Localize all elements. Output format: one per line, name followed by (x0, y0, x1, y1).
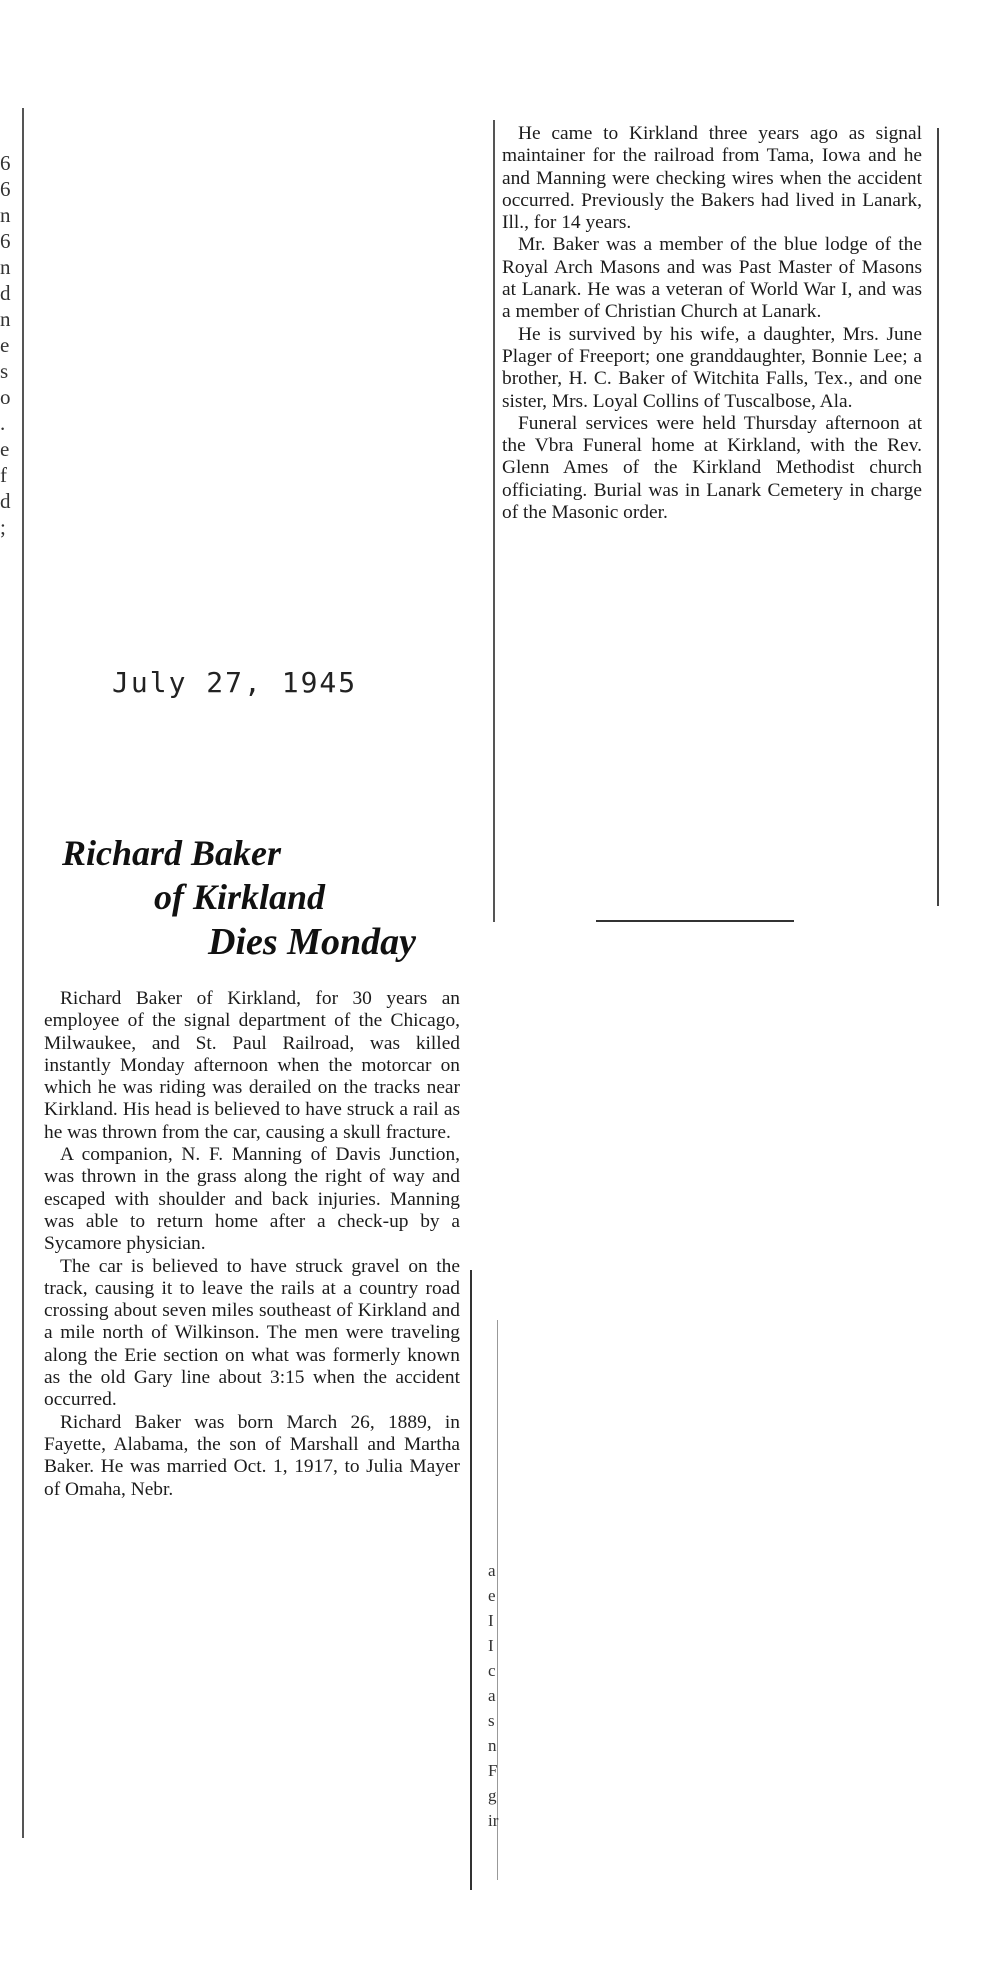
article-headline (62, 832, 472, 964)
paragraph-career: He came to Kirkland three years ago as signal maintainer for the railroad from Tama, Iowa and he and Manning were checking wires when the accident occurred. Previously the Bakers had lived in Lanark, Ill., for 14 years. (502, 123, 922, 234)
right-edge-fragment: a (488, 1561, 496, 1580)
left-edge-fragment: ; (0, 515, 6, 539)
right-edge-fragment: s (488, 1711, 495, 1730)
left-edge-column-fragments (0, 150, 14, 540)
paragraph-survivors: He is survived by his wife, a daughter, Mrs. June Plager of Freeport; one granddaughter, Bonnie Lee; a brother, H. C. Baker of Witchita Falls, Tex., and one sister, Mrs. Loyal Collins of Tuscalbose, Ala. (502, 323, 922, 412)
right-edge-fragment: ir (488, 1811, 499, 1830)
paragraph-memberships: Mr. Baker was a member of the blue lodge of the Royal Arch Masons and was Past Master of Masons at Lanark. He was a veteran of World War I, and was a member of Christian Church at Lanark. (502, 234, 922, 323)
right-column-right-rule (937, 128, 939, 906)
left-margin-rule (22, 108, 24, 1838)
headline-line-1: Richard Baker (62, 833, 282, 873)
right-edge-fragment: I (488, 1611, 494, 1630)
right-edge-fragment: n (488, 1736, 497, 1755)
right-edge-fragment: F (488, 1761, 498, 1780)
right-edge-fragment: g (488, 1786, 497, 1805)
left-edge-fragment: d (0, 489, 11, 513)
left-edge-fragment: . (0, 411, 6, 435)
right-edge-fragment: e (488, 1586, 496, 1605)
article-column-left (44, 988, 460, 1501)
left-edge-fragment: n (0, 203, 11, 227)
paragraph-funeral: Funeral services were held Thursday afternoon at the Vbra Funeral home at Kirkland, with the Rev. Glenn Ames of the Kirkland Methodist church officiating. Burial was in Lanark Cemetery in charge of the Masonic order. (502, 412, 922, 524)
paragraph-companion: A companion, N. F. Manning of Davis Junction, was thrown in the grass along the right of way and escaped with shoulder and back injuries. Manning was able to return home after a check-up by a Sycamore physician. (44, 1144, 460, 1255)
paragraph-accident: Richard Baker of Kirkland, for 30 years an employee of the signal department of the Chicago, Milwaukee, and St. Paul Railroad, was killed instantly Monday afternoon when the motorcar on which he was riding was derailed on the tracks near Kirkland. His head is believed to have struck a rail as he was thrown from the car, causing a skull fracture. (44, 988, 460, 1143)
paragraph-biography: Richard Baker was born March 26, 1889, in Fayette, Alabama, the son of Marshall and Martha Baker. He was married Oct. 1, 1917, to Julia Mayer of Omaha, Nebr. (44, 1411, 460, 1500)
column-divider-rule (470, 1270, 472, 1890)
left-edge-fragment: n (0, 255, 11, 279)
left-edge-fragment: e (0, 437, 10, 461)
date-stamp: July 27, 1945 (112, 666, 358, 699)
left-edge-fragment: d (0, 281, 11, 305)
left-edge-fragment: o (0, 385, 11, 409)
left-edge-fragment: e (0, 333, 10, 357)
right-edge-fragment: a (488, 1686, 496, 1705)
headline-line-3: Dies Monday (208, 921, 416, 963)
adjacent-column-fragments (488, 1558, 502, 1833)
right-column-left-rule (493, 120, 495, 922)
left-edge-fragment: n (0, 307, 11, 331)
right-edge-fragment: I (488, 1636, 494, 1655)
left-edge-fragment: s (0, 359, 9, 383)
left-edge-fragment: 6 (0, 177, 11, 201)
left-edge-fragment: 6 (0, 229, 11, 253)
right-edge-fragment: c (488, 1661, 496, 1680)
left-edge-fragment: 6 (0, 151, 11, 175)
headline-line-2: of Kirkland (154, 877, 326, 917)
article-end-rule (596, 920, 794, 922)
article-column-right (502, 123, 922, 524)
paragraph-cause: The car is believed to have struck gravel on the track, causing it to leave the rails at a country road crossing about seven miles southeast of Kirkland and a mile north of Wilkinson. The men were traveling along the Erie section on what was formerly known as the old Gary line about 3:15 when the accident occurred. (44, 1255, 460, 1411)
left-edge-fragment: f (0, 463, 7, 487)
